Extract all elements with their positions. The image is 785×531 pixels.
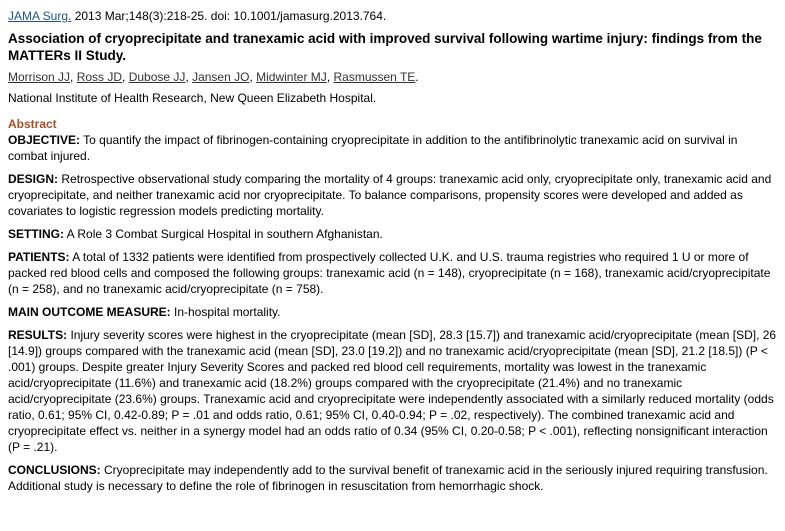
section-text: Retrospective observational study comparing the mortality of 4 groups: tranexamic acid only, cryoprecipitate only, tranexamic acid and cryoprecipitate, and neither tranexamic acid nor cryoprecipitate. To balance comparisons, propensity scores were developed and added as covariates to logistic regression models predicting mortality.: [8, 172, 772, 218]
abstract-heading: Abstract: [8, 117, 57, 131]
author-link[interactable]: Midwinter MJ: [256, 70, 327, 84]
article-title: Association of cryoprecipitate and tranexamic acid with improved survival following wartime injury: findings from the MATTERs II Study.: [8, 31, 762, 63]
section-label: MAIN OUTCOME MEASURE:: [8, 305, 171, 319]
author-list: Morrison JJ, Ross JD, Dubose JJ, Jansen JO, Midwinter MJ, Rasmussen TE.: [8, 70, 419, 84]
section-label: OBJECTIVE:: [8, 133, 81, 147]
section-label: PATIENTS:: [8, 250, 70, 264]
author-link[interactable]: Dubose JJ: [128, 70, 186, 84]
author-link[interactable]: Morrison JJ: [8, 70, 71, 84]
abstract-main-outcome: [8, 304, 780, 320]
section-label: RESULTS:: [8, 328, 68, 342]
citation-details: 2013 Mar;148(3):218-25. doi: 10.1001/jamasurg.2013.764.: [71, 9, 387, 23]
citation: [8, 8, 777, 24]
section-label: CONCLUSIONS:: [8, 463, 101, 477]
section-label: DESIGN:: [8, 172, 59, 186]
section-text: A Role 3 Combat Surgical Hospital in southern Afghanistan.: [64, 227, 383, 241]
abstract-results: [8, 327, 780, 455]
abstract-conclusions: [8, 462, 780, 494]
section-text: Cryoprecipitate may independently add to the survival benefit of tranexamic acid in the seriously injured requiring transfusion. Additional study is necessary to define the role of fibrinogen in resuscitation from hemorrhagic shock.: [8, 463, 768, 493]
section-text: To quantify the impact of fibrinogen-containing cryoprecipitate in addition to the antifibrinolytic tranexamic acid on survival in combat injured.: [8, 133, 738, 163]
abstract-objective: [8, 132, 780, 164]
abstract-setting: [8, 226, 780, 242]
section-text: In-hospital mortality.: [170, 305, 281, 319]
section-label: SETTING:: [8, 227, 64, 241]
author-link[interactable]: Jansen JO: [192, 70, 250, 84]
author-link[interactable]: Rasmussen TE: [333, 70, 416, 84]
affiliation: National Institute of Health Research, New Queen Elizabeth Hospital.: [8, 91, 377, 105]
section-text: A total of 1332 patients were identified from prospectively collected U.K. and U.S. trauma registries who required 1 U or more of packed red blood cells and composed the following groups: tranexamic acid (n = 148), cryoprecipitate (n = 168), tranexamic acid/cryoprecipitate (n = 258), and no tranexamic acid/cryoprecipitate (n = 758).: [8, 250, 771, 296]
abstract-design: [8, 171, 780, 219]
abstract-patients: [8, 249, 780, 297]
journal-link[interactable]: JAMA Surg.: [8, 9, 72, 23]
author-link[interactable]: Ross JD: [76, 70, 123, 84]
section-text: Injury severity scores were highest in the cryoprecipitate (mean [SD], 28.3 [15.7]) and tranexamic acid/cryoprecipitate (mean [SD], 26 [14.9]) groups compared with the tranexamic acid (mean [SD], 23.0 [19.2]) and no tranexamic acid/cryoprecipitate (mean [SD], 21.2 [18.5]) (P < .001) groups. Despite greater Injury Severity Scores and packed red blood cell requirements, mortality was lowest in the tranexamic acid/cryoprecipitate (11.6%) and tranexamic acid (18.2%) groups compared with the cryoprecipitate (21.4%) and no tranexamic acid/cryoprecipitate (23.6%) groups. Tranexamic acid and cryoprecipitate were independently associated with a similarly reduced mortality (odds ratio, 0.61; 95% CI, 0.42-0.89; P = .01 and odds ratio, 0.61; 95% CI, 0.40-0.94; P = .02, respectively). The combined tranexamic acid and cryoprecipitate effect vs. neither in a synergy model had an odds ratio of 0.34 (95% CI, 0.20-0.58; P < .001), reflecting nonsignificant interaction (P = .21).: [8, 328, 777, 454]
